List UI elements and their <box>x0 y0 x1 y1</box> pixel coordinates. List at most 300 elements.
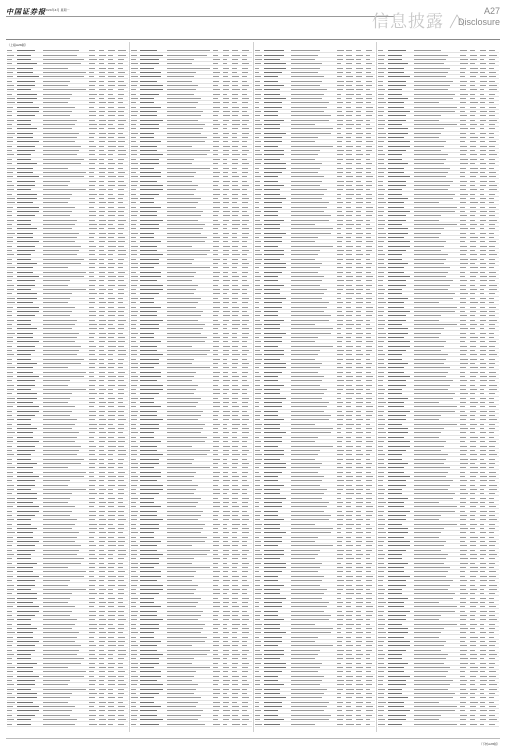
table-cell <box>108 658 118 659</box>
table-cell <box>223 515 233 516</box>
text-line-placeholder <box>213 528 218 529</box>
text-line-placeholder <box>232 211 239 212</box>
table-cell <box>140 650 167 651</box>
text-line-placeholder <box>108 402 113 403</box>
text-line-placeholder <box>118 485 126 486</box>
table-cell <box>89 363 99 364</box>
text-line-placeholder <box>43 389 86 390</box>
text-line-placeholder <box>223 450 229 451</box>
table-cell <box>140 215 167 216</box>
table-cell <box>242 307 252 308</box>
table-cell <box>213 498 223 499</box>
text-line-placeholder <box>7 181 12 182</box>
table-cell <box>131 146 141 147</box>
text-line-placeholder <box>213 102 221 103</box>
table-cell <box>7 441 17 442</box>
text-line-placeholder <box>131 233 138 234</box>
table-cell <box>108 320 118 321</box>
text-line-placeholder <box>223 385 229 386</box>
text-line-placeholder <box>89 68 95 69</box>
table-cell <box>17 602 44 603</box>
table-cell <box>167 545 213 546</box>
table-cell <box>99 207 109 208</box>
text-line-placeholder <box>43 181 70 182</box>
text-line-placeholder <box>242 624 247 625</box>
text-line-placeholder <box>167 619 198 620</box>
text-line-placeholder <box>167 567 210 568</box>
table-cell <box>232 237 242 238</box>
text-line-placeholder <box>99 524 106 525</box>
table-cell <box>223 263 233 264</box>
table-cell <box>232 341 242 342</box>
text-line-placeholder <box>242 606 248 607</box>
text-line-placeholder <box>140 285 162 286</box>
table-cell <box>99 333 109 334</box>
text-line-placeholder <box>118 402 123 403</box>
text-line-placeholder <box>118 454 126 455</box>
table-cell <box>167 650 213 651</box>
text-line-placeholder <box>167 346 192 347</box>
text-line-placeholder <box>346 63 352 64</box>
text-line-placeholder <box>213 254 218 255</box>
table-cell <box>43 111 89 112</box>
text-line-placeholder <box>291 55 318 56</box>
table-cell <box>232 589 242 590</box>
table-cell <box>167 354 213 355</box>
table-cell <box>108 415 118 416</box>
table-cell <box>118 441 128 442</box>
table-cell <box>108 454 118 455</box>
table-cell <box>17 120 44 121</box>
text-line-placeholder <box>17 706 39 707</box>
text-line-placeholder <box>7 545 12 546</box>
table-cell <box>223 585 233 586</box>
table-cell <box>242 446 252 447</box>
text-line-placeholder <box>131 571 136 572</box>
text-line-placeholder <box>223 676 228 677</box>
text-line-placeholder <box>43 606 74 607</box>
table-cell <box>337 89 347 90</box>
text-line-placeholder <box>232 324 240 325</box>
text-line-placeholder <box>337 115 345 116</box>
table-cell <box>17 667 44 668</box>
table-cell <box>346 128 356 129</box>
table-cell <box>17 267 44 268</box>
text-line-placeholder <box>43 545 81 546</box>
table-cell <box>99 528 109 529</box>
table-cell <box>99 94 109 95</box>
text-line-placeholder <box>7 168 15 169</box>
text-line-placeholder <box>223 650 229 651</box>
text-line-placeholder <box>140 293 158 294</box>
text-line-placeholder <box>356 115 361 116</box>
text-line-placeholder <box>167 624 205 625</box>
table-cell <box>118 606 128 607</box>
table-cell <box>356 111 366 112</box>
table-cell <box>223 367 233 368</box>
table-cell <box>131 502 141 503</box>
table-cell <box>118 154 128 155</box>
table-cell <box>232 302 242 303</box>
table-cell <box>7 107 17 108</box>
text-line-placeholder <box>17 220 31 221</box>
table-cell <box>131 558 141 559</box>
table-cell <box>131 667 141 668</box>
text-line-placeholder <box>167 133 201 134</box>
text-line-placeholder <box>7 246 12 247</box>
text-line-placeholder <box>108 446 116 447</box>
table-cell <box>232 298 242 299</box>
text-line-placeholder <box>99 267 107 268</box>
table-cell <box>99 493 109 494</box>
text-line-placeholder <box>99 511 105 512</box>
table-cell <box>167 619 213 620</box>
table-cell <box>140 428 167 429</box>
table-cell <box>89 541 99 542</box>
text-line-placeholder <box>7 515 12 516</box>
table-cell <box>7 454 17 455</box>
text-line-placeholder <box>43 207 74 208</box>
text-line-placeholder <box>17 133 33 134</box>
table-cell <box>242 89 252 90</box>
text-line-placeholder <box>346 55 351 56</box>
text-line-placeholder <box>7 293 12 294</box>
table-cell <box>213 710 223 711</box>
table-column <box>130 42 254 732</box>
text-line-placeholder <box>167 211 203 212</box>
text-line-placeholder <box>7 719 14 720</box>
text-line-placeholder <box>7 107 13 108</box>
text-line-placeholder <box>242 289 247 290</box>
table-cell <box>223 128 233 129</box>
text-line-placeholder <box>17 89 31 90</box>
text-line-placeholder <box>17 654 31 655</box>
text-line-placeholder <box>89 137 94 138</box>
table-cell <box>108 302 118 303</box>
text-line-placeholder <box>131 254 137 255</box>
text-line-placeholder <box>356 55 363 56</box>
table-cell <box>167 328 213 329</box>
text-line-placeholder <box>17 72 33 73</box>
text-line-placeholder <box>167 150 210 151</box>
text-line-placeholder <box>43 172 86 173</box>
table-cell <box>99 385 109 386</box>
text-line-placeholder <box>89 580 96 581</box>
table-cell <box>7 558 17 559</box>
text-line-placeholder <box>264 128 280 129</box>
table-cell <box>242 81 252 82</box>
table-cell <box>131 615 141 616</box>
text-line-placeholder <box>7 376 13 377</box>
text-line-placeholder <box>17 320 31 321</box>
text-line-placeholder <box>89 541 94 542</box>
text-line-placeholder <box>232 98 238 99</box>
text-line-placeholder <box>43 667 68 668</box>
table-cell <box>43 689 89 690</box>
table-cell <box>118 263 128 264</box>
text-line-placeholder <box>140 68 154 69</box>
text-line-placeholder <box>291 94 325 95</box>
text-line-placeholder <box>242 545 247 546</box>
text-line-placeholder <box>17 337 33 338</box>
table-cell <box>131 532 141 533</box>
text-line-placeholder <box>242 658 247 659</box>
table-cell <box>140 424 167 425</box>
table-cell <box>140 402 167 403</box>
table-cell <box>7 72 17 73</box>
table-cell <box>167 424 213 425</box>
table-cell <box>108 676 118 677</box>
table-cell <box>99 350 109 351</box>
table-cell <box>140 81 167 82</box>
table-cell <box>89 359 99 360</box>
table-cell <box>43 328 89 329</box>
table-cell <box>99 141 109 142</box>
text-line-placeholder <box>108 385 114 386</box>
table-cell <box>108 185 118 186</box>
text-line-placeholder <box>17 645 35 646</box>
text-line-placeholder <box>213 246 219 247</box>
table-cell <box>108 176 118 177</box>
text-line-placeholder <box>7 402 15 403</box>
table-cell <box>17 76 44 77</box>
text-line-placeholder <box>140 506 160 507</box>
table-cell <box>118 537 128 538</box>
text-line-placeholder <box>366 72 371 73</box>
text-line-placeholder <box>131 220 137 221</box>
text-line-placeholder <box>43 359 83 360</box>
table-cell <box>232 320 242 321</box>
table-cell <box>232 146 242 147</box>
table-cell <box>131 55 141 56</box>
text-line-placeholder <box>213 693 220 694</box>
table-cell <box>167 472 213 473</box>
table-cell <box>7 120 17 121</box>
table-cell <box>223 411 233 412</box>
text-line-placeholder <box>99 706 105 707</box>
table-cell <box>99 63 109 64</box>
text-line-placeholder <box>346 98 352 99</box>
text-line-placeholder <box>108 437 113 438</box>
table-cell <box>118 194 128 195</box>
table-cell <box>118 189 128 190</box>
text-line-placeholder <box>223 298 230 299</box>
table-cell <box>108 398 118 399</box>
table-cell <box>213 133 223 134</box>
text-line-placeholder <box>99 598 104 599</box>
text-line-placeholder <box>89 593 97 594</box>
table-cell <box>89 220 99 221</box>
text-line-placeholder <box>242 215 249 216</box>
table-cell <box>346 89 356 90</box>
text-line-placeholder <box>213 393 220 394</box>
text-line-placeholder <box>232 615 237 616</box>
table-cell <box>255 89 265 90</box>
text-line-placeholder <box>99 102 107 103</box>
text-line-placeholder <box>89 202 95 203</box>
table-cell <box>242 585 252 586</box>
table-cell <box>89 580 99 581</box>
text-line-placeholder <box>140 181 156 182</box>
table-cell <box>17 398 44 399</box>
text-line-placeholder <box>140 515 156 516</box>
table-cell <box>223 159 233 160</box>
table-cell <box>89 658 99 659</box>
table-cell <box>99 81 109 82</box>
table-cell <box>356 102 366 103</box>
text-line-placeholder <box>118 259 124 260</box>
text-line-placeholder <box>118 602 123 603</box>
text-line-placeholder <box>99 415 104 416</box>
table-cell <box>232 111 242 112</box>
table-cell <box>167 598 213 599</box>
text-line-placeholder <box>89 102 95 103</box>
table-cell <box>43 337 89 338</box>
text-line-placeholder <box>213 715 218 716</box>
text-line-placeholder <box>167 220 198 221</box>
table-cell <box>242 519 252 520</box>
table-cell <box>99 293 109 294</box>
text-line-placeholder <box>99 684 104 685</box>
text-line-placeholder <box>140 489 162 490</box>
text-line-placeholder <box>131 697 138 698</box>
text-line-placeholder <box>131 624 136 625</box>
text-line-placeholder <box>242 558 247 559</box>
table-cell <box>108 293 118 294</box>
text-line-placeholder <box>108 528 115 529</box>
text-line-placeholder <box>108 85 114 86</box>
text-line-placeholder <box>242 393 247 394</box>
table-cell <box>232 372 242 373</box>
text-line-placeholder <box>131 450 137 451</box>
table-cell <box>140 511 167 512</box>
table-cell <box>223 502 233 503</box>
text-line-placeholder <box>213 532 218 533</box>
text-line-placeholder <box>140 272 160 273</box>
table-cell <box>140 224 167 225</box>
table-cell <box>118 302 128 303</box>
table-cell <box>167 59 213 60</box>
table-cell <box>131 59 141 60</box>
text-line-placeholder <box>99 376 105 377</box>
text-line-placeholder <box>118 246 123 247</box>
text-line-placeholder <box>99 697 104 698</box>
text-line-placeholder <box>99 246 104 247</box>
table-cell <box>366 98 376 99</box>
text-line-placeholder <box>43 94 72 95</box>
table-cell <box>108 446 118 447</box>
table-cell <box>131 406 141 407</box>
text-line-placeholder <box>43 224 74 225</box>
text-line-placeholder <box>108 702 113 703</box>
table-cell <box>108 163 118 164</box>
table-cell <box>108 645 118 646</box>
table-cell <box>232 706 242 707</box>
text-line-placeholder <box>213 363 218 364</box>
table-cell <box>223 571 233 572</box>
text-line-placeholder <box>131 333 138 334</box>
text-line-placeholder <box>167 519 198 520</box>
text-line-placeholder <box>291 111 325 112</box>
table-cell <box>213 189 223 190</box>
table-cell <box>140 515 167 516</box>
text-line-placeholder <box>223 563 228 564</box>
text-line-placeholder <box>118 341 125 342</box>
text-line-placeholder <box>43 259 83 260</box>
table-cell <box>43 233 89 234</box>
table-cell <box>131 489 141 490</box>
table-cell <box>232 615 242 616</box>
text-line-placeholder <box>366 63 373 64</box>
table-cell <box>242 68 252 69</box>
text-line-placeholder <box>99 120 106 121</box>
text-line-placeholder <box>99 589 106 590</box>
table-cell <box>140 380 167 381</box>
text-line-placeholder <box>118 437 125 438</box>
text-line-placeholder <box>7 689 14 690</box>
table-cell <box>140 706 167 707</box>
text-line-placeholder <box>7 645 12 646</box>
text-line-placeholder <box>118 463 123 464</box>
text-line-placeholder <box>43 645 81 646</box>
text-line-placeholder <box>242 628 250 629</box>
text-line-placeholder <box>17 406 39 407</box>
text-line-placeholder <box>89 472 94 473</box>
table-cell <box>89 489 99 490</box>
text-line-placeholder <box>7 159 12 160</box>
table-cell <box>232 663 242 664</box>
text-line-placeholder <box>223 467 230 468</box>
text-line-placeholder <box>118 385 126 386</box>
table-cell <box>140 302 167 303</box>
table-cell <box>242 619 252 620</box>
table-cell <box>213 215 223 216</box>
text-line-placeholder <box>242 389 247 390</box>
table-cell <box>140 172 167 173</box>
text-line-placeholder <box>89 150 94 151</box>
table-cell <box>140 724 167 725</box>
text-line-placeholder <box>89 63 95 64</box>
text-line-placeholder <box>131 159 136 160</box>
table-cell <box>140 710 167 711</box>
text-line-placeholder <box>167 450 210 451</box>
table-cell <box>17 393 44 394</box>
table-cell <box>213 72 223 73</box>
text-line-placeholder <box>223 346 231 347</box>
text-line-placeholder <box>108 293 113 294</box>
text-line-placeholder <box>17 719 31 720</box>
text-line-placeholder <box>99 680 104 681</box>
table-cell <box>223 724 233 725</box>
text-line-placeholder <box>118 558 124 559</box>
text-line-placeholder <box>7 697 15 698</box>
table-cell <box>118 432 128 433</box>
text-line-placeholder <box>89 554 94 555</box>
table-cell <box>131 706 141 707</box>
table-cell <box>43 524 89 525</box>
text-line-placeholder <box>108 667 113 668</box>
text-line-placeholder <box>232 602 237 603</box>
text-line-placeholder <box>7 441 13 442</box>
text-line-placeholder <box>242 293 247 294</box>
text-line-placeholder <box>89 55 94 56</box>
text-line-placeholder <box>108 133 115 134</box>
text-line-placeholder <box>213 372 221 373</box>
table-cell <box>167 341 213 342</box>
text-line-placeholder <box>213 128 218 129</box>
table-cell <box>140 315 167 316</box>
text-line-placeholder <box>242 480 247 481</box>
